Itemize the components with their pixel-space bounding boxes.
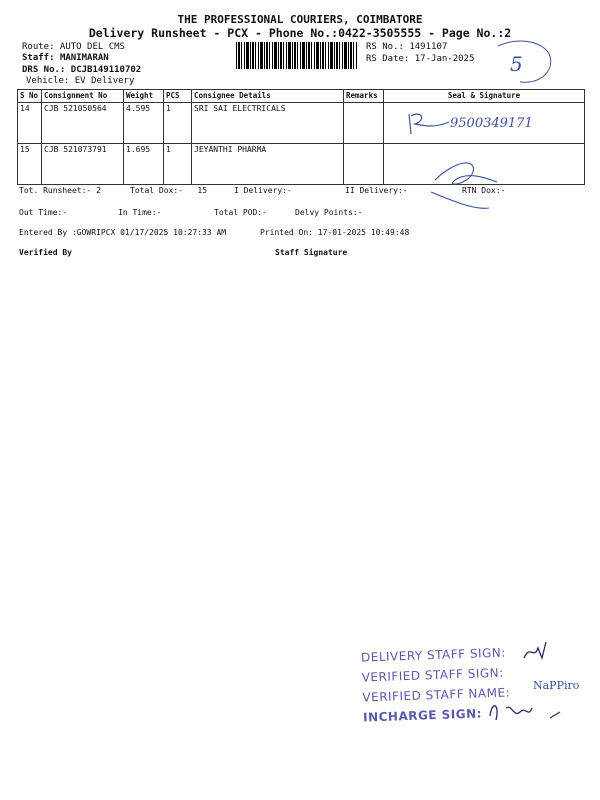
- barcode: [236, 42, 358, 69]
- col-consignee-details: Consignee Details: [192, 90, 344, 103]
- stamp-verified-staff-name: VERIFIED STAFF NAME:: [362, 685, 511, 705]
- runsheet-subtitle: Delivery Runsheet - PCX - Phone No.:0422-3505555 - Page No.:2: [88, 26, 512, 40]
- cell-pcs: 1: [164, 103, 192, 144]
- staff-signature-label: Staff Signature: [275, 248, 348, 257]
- stamp-scribble-incharge: [486, 696, 566, 726]
- cell-weight: 4.595: [124, 103, 164, 144]
- drs-label: DRS No.:: [22, 65, 66, 75]
- printed-on: Printed On: 17-01-2025 10:49:48: [260, 228, 410, 237]
- stamp-scribble-1: [520, 640, 560, 664]
- col-remarks: Remarks: [344, 90, 384, 103]
- ii-delivery: II Delivery:-: [345, 186, 408, 195]
- signature-scribble-row15: [425, 150, 505, 220]
- cell-consignment: CJB 521073791: [42, 144, 124, 185]
- drs-line: [22, 65, 141, 75]
- col-weight: Weight: [124, 90, 164, 103]
- delvy-points: Delvy Points:-: [295, 208, 363, 217]
- total-pod: Total POD:-: [214, 208, 267, 217]
- cell-pcs: 1: [164, 144, 192, 185]
- col-seal-signature: Seal & Signature: [384, 90, 585, 103]
- out-time: Out Time:-: [19, 208, 68, 217]
- signature-scribble-row14: [405, 108, 455, 138]
- rs-date: RS Date: 17-Jan-2025: [366, 54, 475, 64]
- stamp-incharge-sign: INCHARGE SIGN:: [362, 706, 483, 725]
- cell-sno: 14: [18, 103, 42, 144]
- col-sno: S No: [18, 90, 42, 103]
- cell-remarks: [344, 103, 384, 144]
- total-dox: Total Dox:- 15: [130, 186, 208, 195]
- stamp-verified-staff-sign: VERIFIED STAFF SIGN:: [361, 665, 504, 685]
- company-title: THE PROFESSIONAL COURIERS, COIMBATORE: [177, 13, 423, 26]
- cell-remarks: [344, 144, 384, 185]
- staff-label: Staff:: [22, 53, 55, 63]
- tot-runsheet: Tot. Runsheet:- 2: [19, 186, 101, 195]
- stamp-delivery-staff-sign: DELIVERY STAFF SIGN:: [360, 645, 507, 665]
- cell-consignee: JEYANTHI PHARMA: [192, 144, 344, 185]
- cell-weight: 1.695: [124, 144, 164, 185]
- staff-name: MANIMARAN: [59, 53, 109, 63]
- col-consignment-no: Consignment No: [42, 90, 124, 103]
- in-time: In Time:-: [118, 208, 162, 217]
- staff-line: [22, 53, 109, 63]
- i-delivery: I Delivery:-: [234, 186, 292, 195]
- rtn-dox: RTN Dox:-: [462, 186, 506, 195]
- handwritten-page-mark: [490, 34, 560, 89]
- handwritten-page-number: 5: [510, 52, 523, 76]
- handwritten-staff-name: NaPPiro: [533, 679, 580, 692]
- rs-number: RS No.: 1491107: [366, 42, 448, 52]
- vehicle-text: Vehicle: EV Delivery: [26, 76, 135, 86]
- verified-by: Verified By: [19, 248, 72, 257]
- entered-by: Entered By :GOWRIPCX 01/17/2025 10:27:33 AM: [19, 228, 227, 237]
- col-pcs: PCS: [164, 90, 192, 103]
- handwritten-phone: 9500349171: [450, 116, 533, 131]
- drs-number: DCJB149110702: [70, 65, 142, 75]
- cell-consignment: CJB 521050564: [42, 103, 124, 144]
- route-text: Route: AUTO DEL CMS: [22, 42, 125, 52]
- cell-sno: 15: [18, 144, 42, 185]
- table-header-row: [18, 90, 585, 103]
- cell-consignee: SRI SAI ELECTRICALS: [192, 103, 344, 144]
